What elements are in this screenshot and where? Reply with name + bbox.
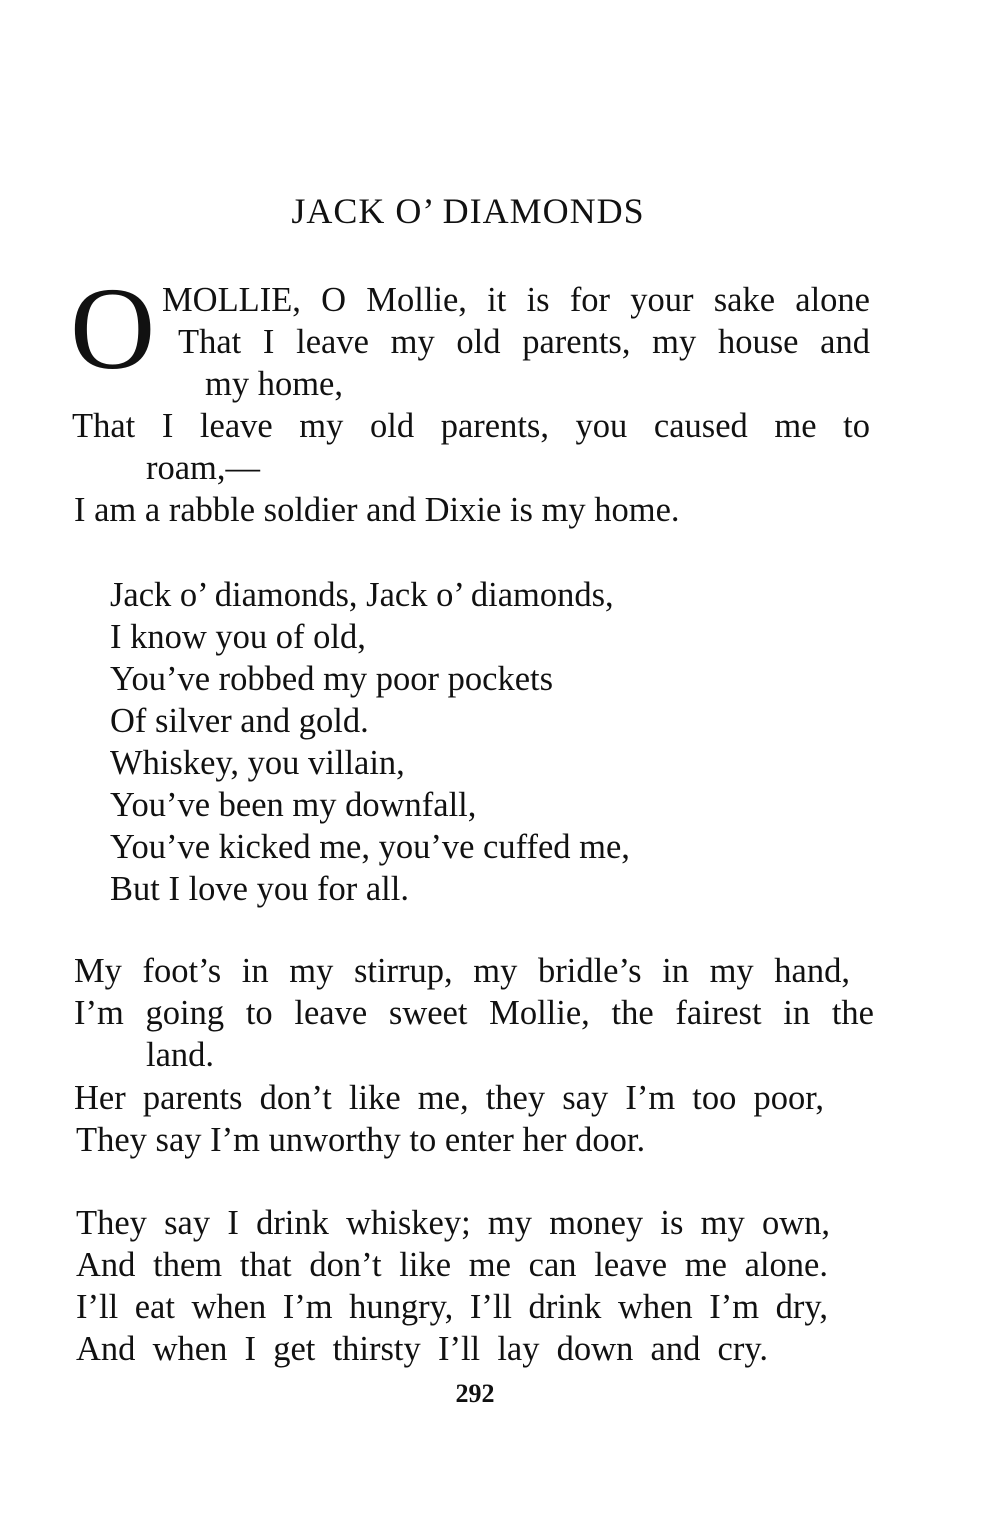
verse-line: And when I get thirsty I’ll lay down and cry.	[76, 1330, 768, 1368]
verse-line: land.	[146, 1036, 215, 1074]
drop-cap: O	[70, 263, 156, 394]
verse-line: I am a rabble soldier and Dixie is my home.	[74, 491, 680, 529]
page-number: 292	[455, 1379, 495, 1408]
verse-line: You’ve robbed my poor pockets	[110, 660, 554, 698]
verse-line: I know you of old,	[110, 618, 366, 656]
verse-line: They say I drink whiskey; my money is my own,	[76, 1204, 830, 1242]
verse-line: But I love you for all.	[110, 870, 409, 908]
verse-line: MOLLIE, O Mollie, it is for your sake alone	[162, 281, 870, 319]
verse-line: my home,	[205, 365, 343, 403]
verse-line: Whiskey, you villain,	[110, 744, 405, 782]
verse-line: My foot’s in my stirrup, my bridle’s in my hand,	[74, 952, 850, 990]
verse-line: I’m going to leave sweet Mollie, the fairest in the	[74, 994, 874, 1032]
verse-line: And them that don’t like me can leave me alone.	[76, 1246, 828, 1284]
verse-line: Of silver and gold.	[110, 702, 369, 740]
verse-line: That I leave my old parents, my house and	[178, 323, 870, 361]
verse-line: You’ve been my downfall,	[110, 786, 477, 824]
verse-line: Jack o’ diamonds, Jack o’ diamonds,	[110, 576, 614, 614]
verse-line: That I leave my old parents, you caused me to	[72, 407, 870, 445]
poem-title: JACK O’ DIAMONDS	[291, 191, 645, 231]
verse-line: They say I’m unworthy to enter her door.	[76, 1121, 646, 1159]
verse-line: I’ll eat when I’m hungry, I’ll drink when I’m dry,	[76, 1288, 828, 1326]
verse-line: roam,—	[146, 449, 261, 487]
verse-line: You’ve kicked me, you’ve cuffed me,	[110, 828, 630, 866]
verse-line: Her parents don’t like me, they say I’m too poor,	[74, 1079, 824, 1117]
